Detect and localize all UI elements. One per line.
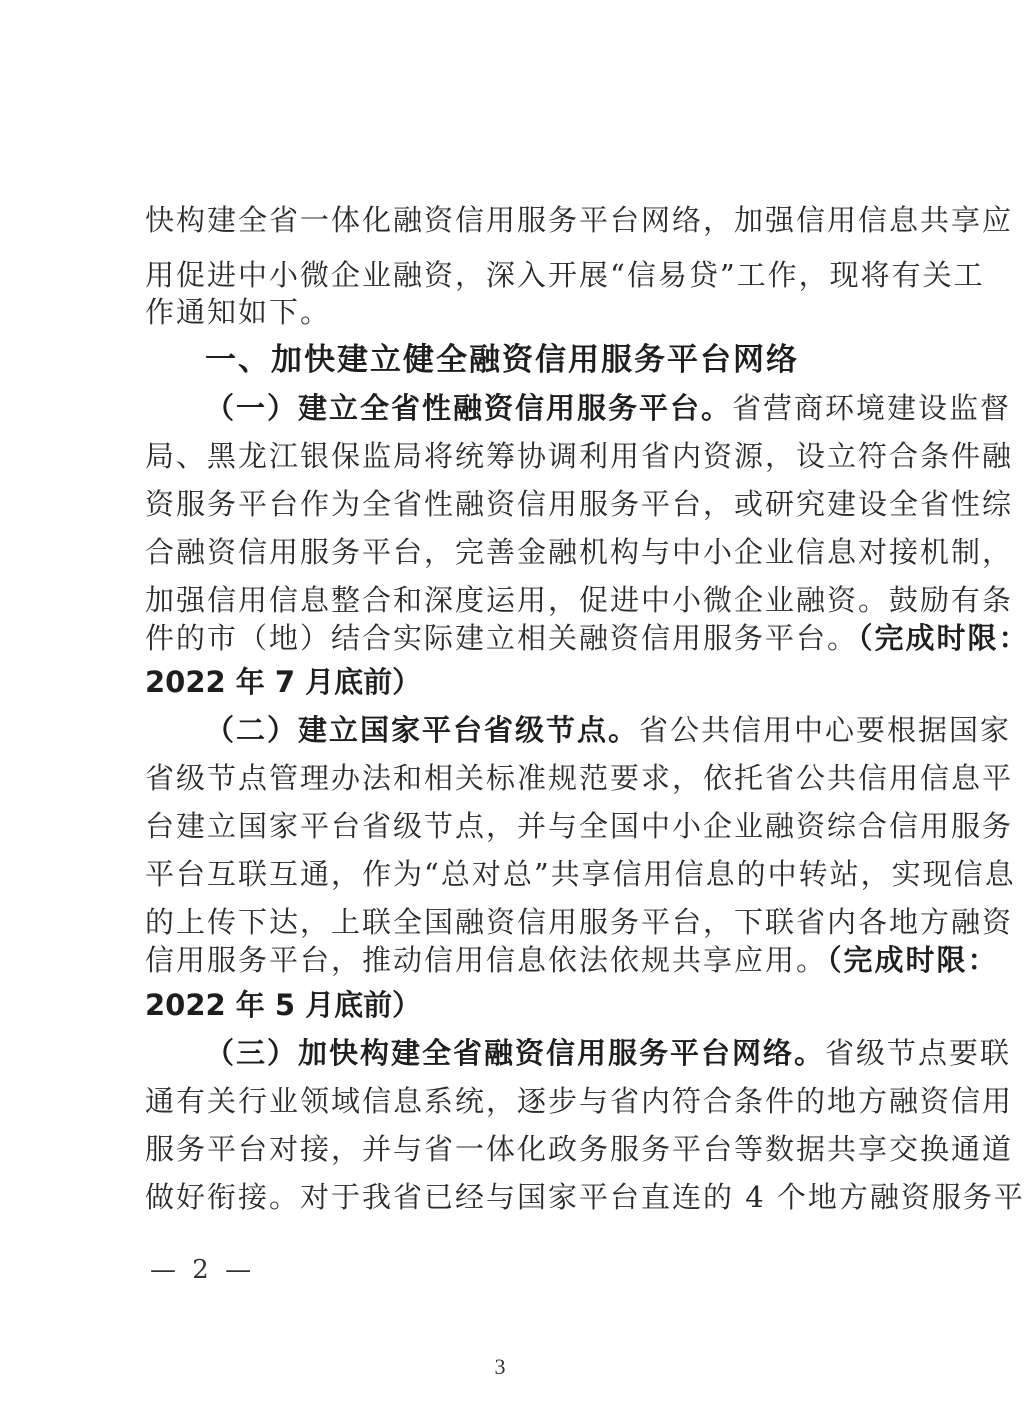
item2-line-3: 平台互联互通，作为“总对总”共享信用信息的中转站，实现信息 bbox=[145, 857, 1016, 891]
item2-line-5 bbox=[145, 940, 999, 980]
item1-deadline-b: 2022 年 7 月底前） bbox=[145, 665, 422, 699]
item1-first-line bbox=[205, 388, 1012, 428]
item2-deadline-b: 2022 年 5 月底前） bbox=[145, 988, 422, 1022]
item2-title: （二）建立国家平台省级节点。 bbox=[205, 713, 640, 747]
item3-first-line bbox=[205, 1033, 1012, 1073]
item1-deadline-a: （完成时限： bbox=[858, 621, 1030, 655]
item3-line-3: 做好衔接。对于我省已经与国家平台直连的 4 个地方融资服务平 bbox=[145, 1180, 1025, 1214]
item1-line-4: 加强信用信息整合和深度运用，促进中小微企业融资。鼓励有条 bbox=[145, 583, 1014, 617]
item3-title: （三）加快构建全省融资信用服务平台网络。 bbox=[205, 1036, 826, 1070]
intro-line-1: 快构建全省一体化融资信用服务平台网络，加强信用信息共享应 bbox=[145, 203, 1014, 237]
page-mark: — 2 — bbox=[150, 1255, 256, 1285]
item1-line-5 bbox=[145, 618, 1030, 658]
section-heading: 一、加快建立健全融资信用服务平台网络 bbox=[205, 342, 799, 378]
footer-page-number: 3 bbox=[494, 1354, 506, 1379]
item2-line-5-text: 信用服务平台，推动信用信息依法依规共享应用。 bbox=[145, 943, 828, 977]
item3-line-1: 通有关行业领域信息系统，逐步与省内符合条件的地方融资信用 bbox=[145, 1084, 1014, 1118]
intro-line-2: 用促进中小微企业融资，深入开展“信易贷”工作，现将有关工 bbox=[145, 258, 985, 292]
intro-line-3: 作通知如下。 bbox=[145, 295, 332, 329]
item2-first-line bbox=[205, 710, 1012, 750]
item2-line-4: 的上传下达，上联全国融资信用服务平台，下联省内各地方融资 bbox=[145, 905, 1014, 939]
item2-line-1: 省级节点管理办法和相关标准规范要求，依托省公共信用信息平 bbox=[145, 761, 1014, 795]
item1-line-3: 合融资信用服务平台，完善金融机构与中小企业信息对接机制， bbox=[145, 535, 1014, 569]
item3-line-2: 服务平台对接，并与省一体化政务服务平台等数据共享交换通道 bbox=[145, 1132, 1014, 1166]
item1-first-line-rest: 省营商环境建设监督 bbox=[732, 391, 1012, 425]
item1-line-2: 资服务平台作为全省性融资信用服务平台，或研究建设全省性综 bbox=[145, 487, 1014, 521]
item2-deadline-a: （完成时限： bbox=[827, 943, 999, 977]
item3-first-line-rest: 省级节点要联 bbox=[825, 1036, 1012, 1070]
item2-first-line-rest: 省公共信用中心要根据国家 bbox=[639, 713, 1012, 747]
item1-line-5-text: 件的市（地）结合实际建立相关融资信用服务平台。 bbox=[145, 621, 859, 655]
item1-title: （一）建立全省性融资信用服务平台。 bbox=[205, 391, 733, 425]
item1-line-1: 局、黑龙江银保监局将统筹协调利用省内资源，设立符合条件融 bbox=[145, 439, 1014, 473]
item2-line-2: 台建立国家平台省级节点，并与全国中小企业融资综合信用服务 bbox=[145, 809, 1014, 843]
